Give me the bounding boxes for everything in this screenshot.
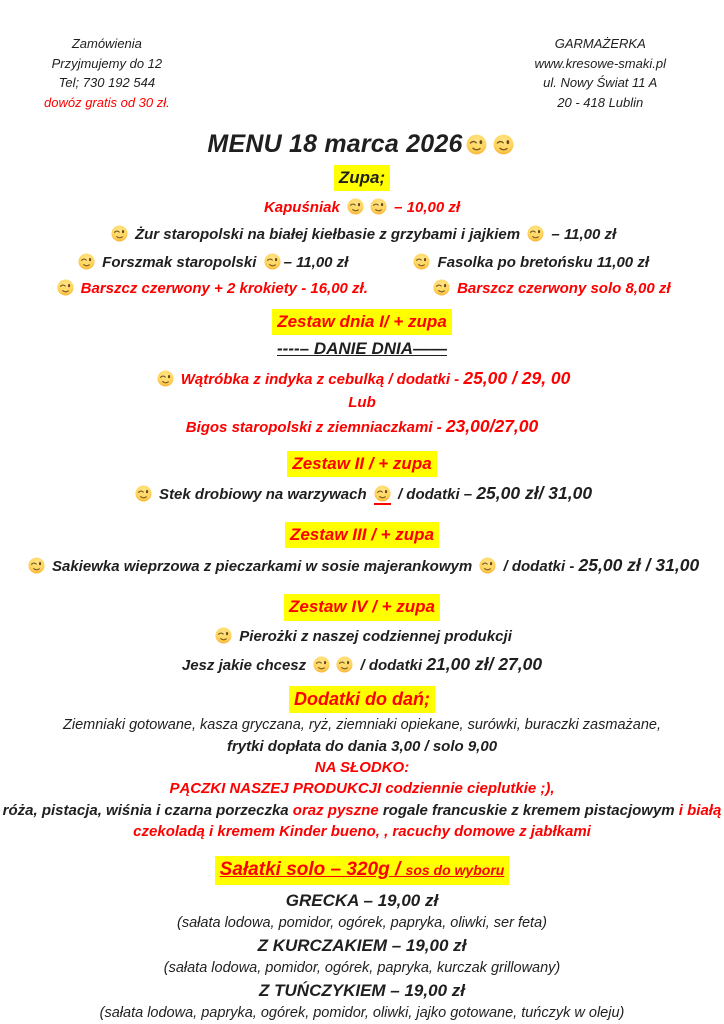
section-heading-highlight [289,686,435,714]
text-segment: ----– DANIE DNIA—— [277,339,447,359]
text-segment: Zestaw II / + zupa [292,453,432,473]
text-segment: 23,00/27,00 [445,415,539,436]
heading-zestaw-3 [0,522,724,548]
text-segment: Zestaw IV / + zupa [289,597,435,617]
text-segment: 21,00 zł/ 27,00 [426,653,543,674]
text-segment: Wątróbka z indyka z cebulką / dodatki - [176,370,464,388]
section-heading-highlight [287,451,436,477]
section-heading-highlight [272,309,452,335]
item-jesz-jakie-chcesz [0,652,724,677]
wink-emoji-icon [264,252,281,273]
item-czekolada [0,821,724,842]
wink-emoji-icon [374,485,391,505]
text-segment: 25,00 zł/ 31,00 [476,482,593,503]
orders-hours: Przyjmujemy do 12 [51,55,163,71]
section-heading-highlight [285,522,439,548]
text-segment: oraz pyszne [292,801,383,819]
wink-emoji-icon [78,252,95,273]
item-rogale [0,800,724,821]
wink-emoji-icon [28,556,45,577]
wink-emoji-icon [313,655,330,676]
item-z-tunczykiem [0,979,724,1003]
text-segment: Zestaw III / + zupa [289,524,435,544]
text-segment: (sałata lodowa, pomidor, ogórek, papryka, kurczak grillowany) [163,960,561,977]
item-pierozki [0,626,724,647]
text-segment: Lub [348,394,376,412]
text-segment: – 11,00 zł [283,253,349,271]
text-segment: / dodatki - [499,557,579,575]
text-segment: (sałata lodowa, papryka, ogórek, pomidor, oliwki, jajko gotowane, tuńczyk w oleju) [99,1004,625,1021]
text-segment: – 10,00 zł [389,199,461,217]
menu-column-cell [54,278,368,299]
item-bigos [0,414,724,439]
company-name: GARMAŻERKA [554,36,646,51]
wink-emoji-icon [479,556,496,577]
row-forszmak-fasolka [0,252,724,273]
item-paczki [0,778,724,799]
text-segment: Pierożki z naszej codziennej produkcji [235,627,512,645]
text-segment: / dodatki – [393,485,477,503]
item-na-slodko [0,757,724,778]
wink-emoji-icon [413,252,430,273]
item-zur [0,224,724,245]
note-grecka [0,913,724,934]
menu-title-row [0,130,724,159]
text-segment: rogale francuskie z kremem pistacjowym [382,801,679,819]
wink-emoji-icon [57,278,74,299]
text-segment: Forszmak staropolski [98,253,261,271]
text-segment: Barszcz czerwony + 2 krokiety - 16,00 zł. [76,280,368,298]
menu-column-cell [430,278,671,299]
menu-column-cell [75,252,348,273]
wink-emoji-icon [347,197,364,218]
text-segment: Jesz jakie chcesz [181,656,311,674]
wink-emoji-icon [111,224,128,245]
menu-body [0,165,724,1023]
note-dodatki [0,715,724,736]
section-heading-highlight [215,856,510,885]
text-segment: (sałata lodowa, pomidor, ogórek, papryka, oliwki, ser feta) [177,915,547,932]
text-segment: 25,00 zł / 31,00 [578,554,700,575]
heading-zestaw-1 [0,309,724,335]
text-segment: GRECKA – 19,00 zł [285,891,439,911]
text-segment: / dodatki [356,656,427,674]
company-city: 20 - 418 Lublin [557,94,644,110]
item-watrobka [0,366,724,391]
text-segment: Z TUŃCZYKIEM – 19,00 zł [259,980,465,1000]
text-segment: – 11,00 zł [547,226,617,244]
heading-salatki [0,856,724,885]
text-segment: róża, pistacja, wiśnia i czarna porzeczka [2,801,293,819]
wink-emoji-icon [466,130,487,159]
wink-emoji-icon [433,278,450,299]
item-stek [0,481,724,506]
text-segment: 25,00 / 29, 00 [463,367,571,388]
note-z-tunczykiem [0,1003,724,1024]
subheading-danie-dnia [0,337,724,361]
item-sakiewka [0,553,724,578]
text-segment: Ziemniaki gotowane, kasza gryczana, ryż, ziemniaki opiekane, surówki, buraczki zasmażane, [63,717,661,734]
text-segment: Żur staropolski na białej kiełbasie z grzybami i jajkiem [130,226,525,244]
text-segment: NA SŁODKO: [314,759,410,777]
text-segment: Fasolka po bretońsku 11,00 zł [433,253,649,271]
wink-emoji-icon [215,626,232,647]
section-heading-highlight [334,165,390,191]
row-barszcz [0,278,724,299]
text-segment: Z KURCZAKIEM – 19,00 zł [257,936,467,956]
company-street: ul. Nowy Świat 11 A [543,75,658,90]
section-heading-highlight [284,594,440,620]
company-website: www.kresowe-smaki.pl [534,55,666,71]
text-segment: Barszcz czerwony solo 8,00 zł [452,280,671,298]
text-segment: Zestaw dnia I/ + zupa [277,312,447,332]
item-z-kurczakiem [0,934,724,958]
page-title: MENU 18 marca 2026 [207,130,463,158]
menu-column-cell [410,252,649,273]
heading-zupa [0,165,724,191]
text-segment: frytki dopłata do dania 3,00 / solo 9,00 [226,737,498,755]
header-company-info [535,34,666,112]
text-segment: sos do wyboru [405,862,505,879]
phone-number: Tel; 730 192 544 [58,75,156,90]
text-segment: Kapuśniak [263,199,344,217]
wink-emoji-icon [135,484,152,505]
page-header [0,0,724,112]
wink-emoji-icon [370,197,387,218]
text-segment: i białą [678,801,722,819]
item-lub [0,392,724,413]
orders-label: Zamówienia [71,36,142,51]
heading-zestaw-4 [0,594,724,620]
text-segment: Sałatki solo – 320g / [219,859,406,881]
item-frytki [0,736,724,757]
wink-emoji-icon [493,130,514,159]
wink-emoji-icon [527,224,544,245]
heading-zestaw-2 [0,451,724,477]
wink-emoji-icon [336,655,353,676]
wink-emoji-icon [157,369,174,390]
text-segment: Dodatki do dań; [294,688,430,709]
text-segment: Bigos staropolski z ziemniaczkami - [185,418,446,436]
text-segment: PĄCZKI NASZEJ PRODUKCJI codziennie cieplutkie ;), [169,780,555,798]
text-segment: czekoladą i kremem Kinder bueno, , racuchy domowe z jabłkami [133,823,591,841]
item-kapusniak [0,197,724,218]
heading-dodatki [0,686,724,714]
header-orders-info [44,34,170,112]
text-segment: Sakiewka wieprzowa z pieczarkami w sosie majerankowym [47,557,477,575]
text-segment: Stek drobiowy na warzywach [154,485,371,503]
note-z-kurczakiem [0,958,724,979]
item-grecka [0,889,724,913]
free-delivery-note: dowóz gratis od 30 zł. [44,94,170,110]
text-segment: Zupa; [338,168,386,187]
